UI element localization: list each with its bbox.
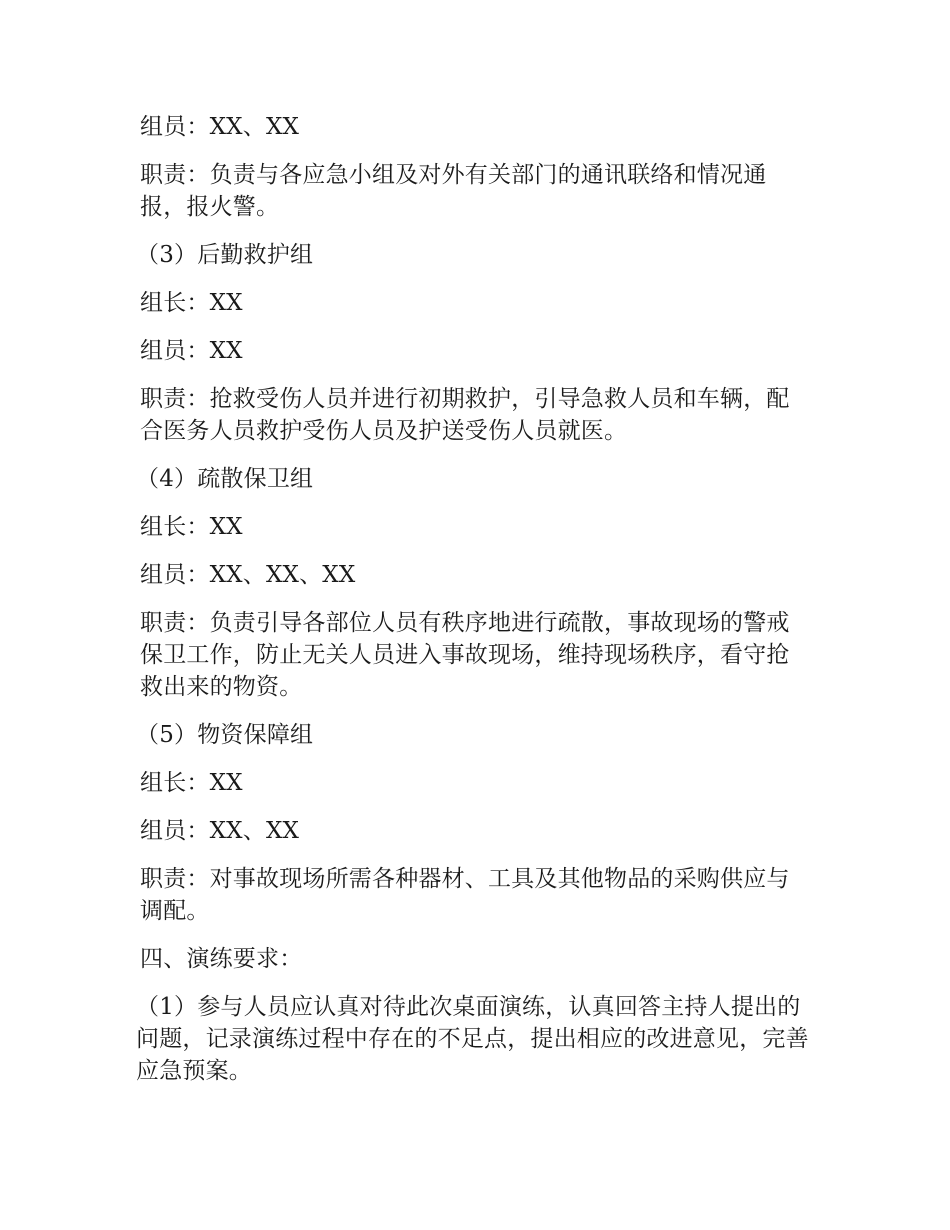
member-line: 组员：XX	[140, 338, 243, 364]
duty-paragraph: 职责：对事故现场所需各种器材、工具及其他物品的采购供应与调配。	[140, 866, 790, 924]
leader-line: 组长：XX	[140, 514, 243, 540]
leader-line: 组长：XX	[140, 770, 243, 796]
member-line: 组员：XX、XX	[140, 114, 300, 140]
leader-line: 组长：XX	[140, 290, 243, 316]
section-heading-evacuation-security: （4）疏散保卫组	[136, 466, 314, 492]
duty-paragraph: 职责：负责与各应急小组及对外有关部门的通讯联络和情况通报，报火警。	[140, 162, 767, 220]
section-heading-drill-requirements: 四、演练要求：	[140, 946, 303, 972]
member-line: 组员：XX、XX	[140, 818, 300, 844]
section-heading-logistics-rescue: （3）后勤救护组	[136, 242, 314, 268]
document-body	[136, 111, 812, 1103]
requirement-item: （1）参与人员应认真对待此次桌面演练，认真回答主持人提出的问题，记录演练过程中存在的不足点，提出相应的改进意见，完善应急预案。	[136, 994, 809, 1084]
member-line: 组员：XX、XX、XX	[140, 562, 356, 588]
section-heading-material-supply: （5）物资保障组	[136, 722, 314, 748]
duty-paragraph: 职责：负责引导各部位人员有秩序地进行疏散，事故现场的警戒保卫工作，防止无关人员进入事故现场，维持现场秩序，看守抢救出来的物资。	[140, 610, 790, 700]
duty-paragraph: 职责：抢救受伤人员并进行初期救护，引导急救人员和车辆，配合医务人员救护受伤人员及护送受伤人员就医。	[140, 386, 790, 444]
